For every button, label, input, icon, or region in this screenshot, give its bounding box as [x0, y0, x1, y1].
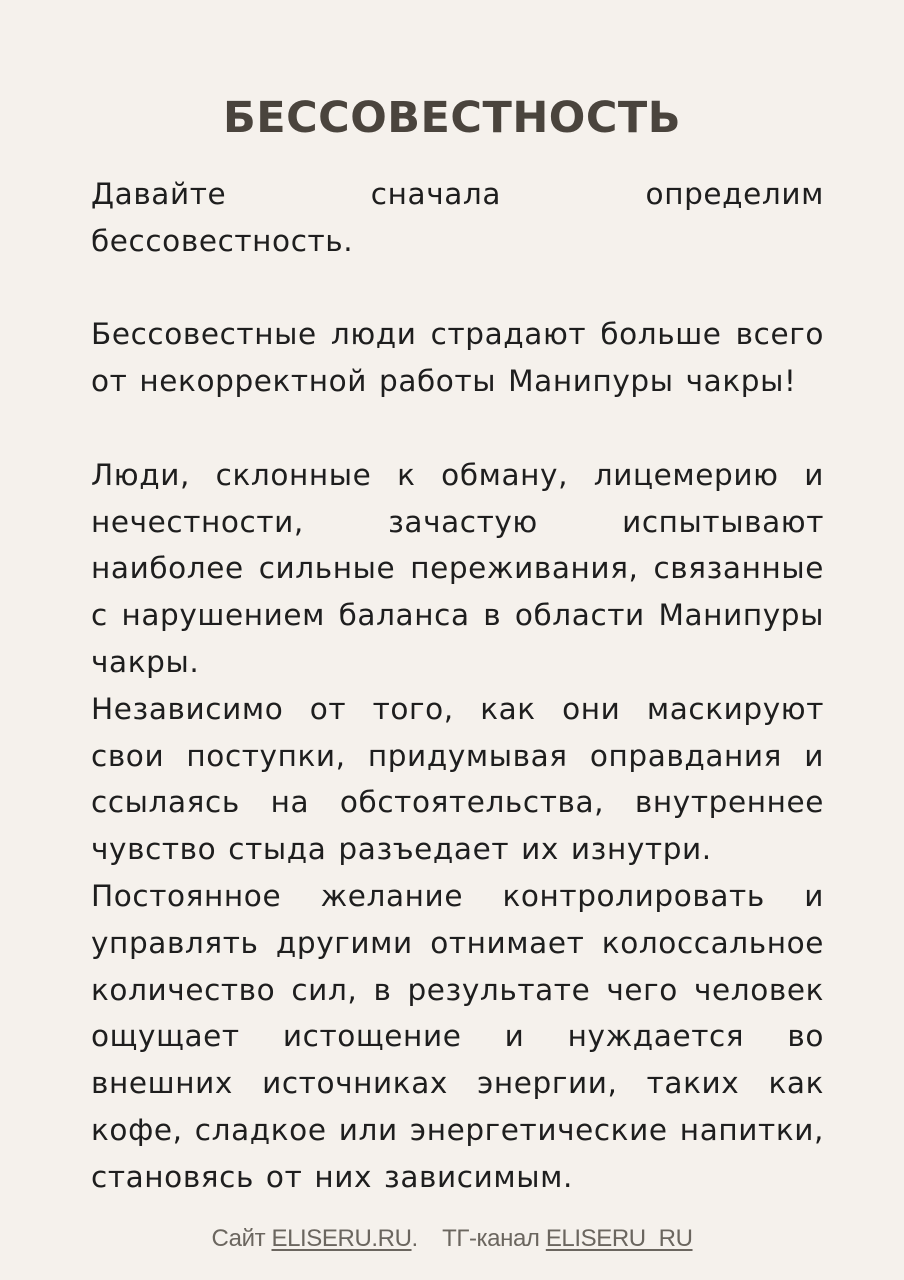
paragraph-shame: Независимо от того, как они маскируют свои поступки, придумывая оправдания и ссылаясь на обстоятельства, внутреннее чувство стыда разъедает их изнутри.: [91, 691, 824, 867]
paragraph-statement: Бессовестные люди страдают больше всего от некорректной работы Манипуры чакры!: [91, 317, 824, 399]
paragraph-people: Люди, склонные к обману, лицемерию и нечестности, зачастую испытывают наиболее сильные переживания, связанные с нарушением баланса в области Манипуры чакры.: [91, 457, 824, 679]
site-link[interactable]: ELISERU.RU: [271, 1225, 412, 1252]
page-title: БЕССОВЕСТНОСТЬ: [222, 93, 682, 143]
paragraph-control: Постоянное желание контролировать и управлять другими отнимает колоссальное количество сил, в результате чего человек ощущает истощение и нуждается во внешних источниках энергии, таких как кофе, сладкое или энергетические напитки, становясь от них зависимым.: [91, 878, 824, 1194]
footer: [0, 1222, 904, 1256]
article-body: [91, 171, 824, 1201]
channel-label: ТГ-канал: [442, 1225, 540, 1252]
footer-separator: .: [411, 1225, 418, 1252]
paragraph-intro: Давайте сначала определим бессовестность.: [91, 177, 824, 258]
site-label: Сайт: [211, 1225, 266, 1252]
channel-link[interactable]: ELISERU_RU: [545, 1225, 693, 1252]
